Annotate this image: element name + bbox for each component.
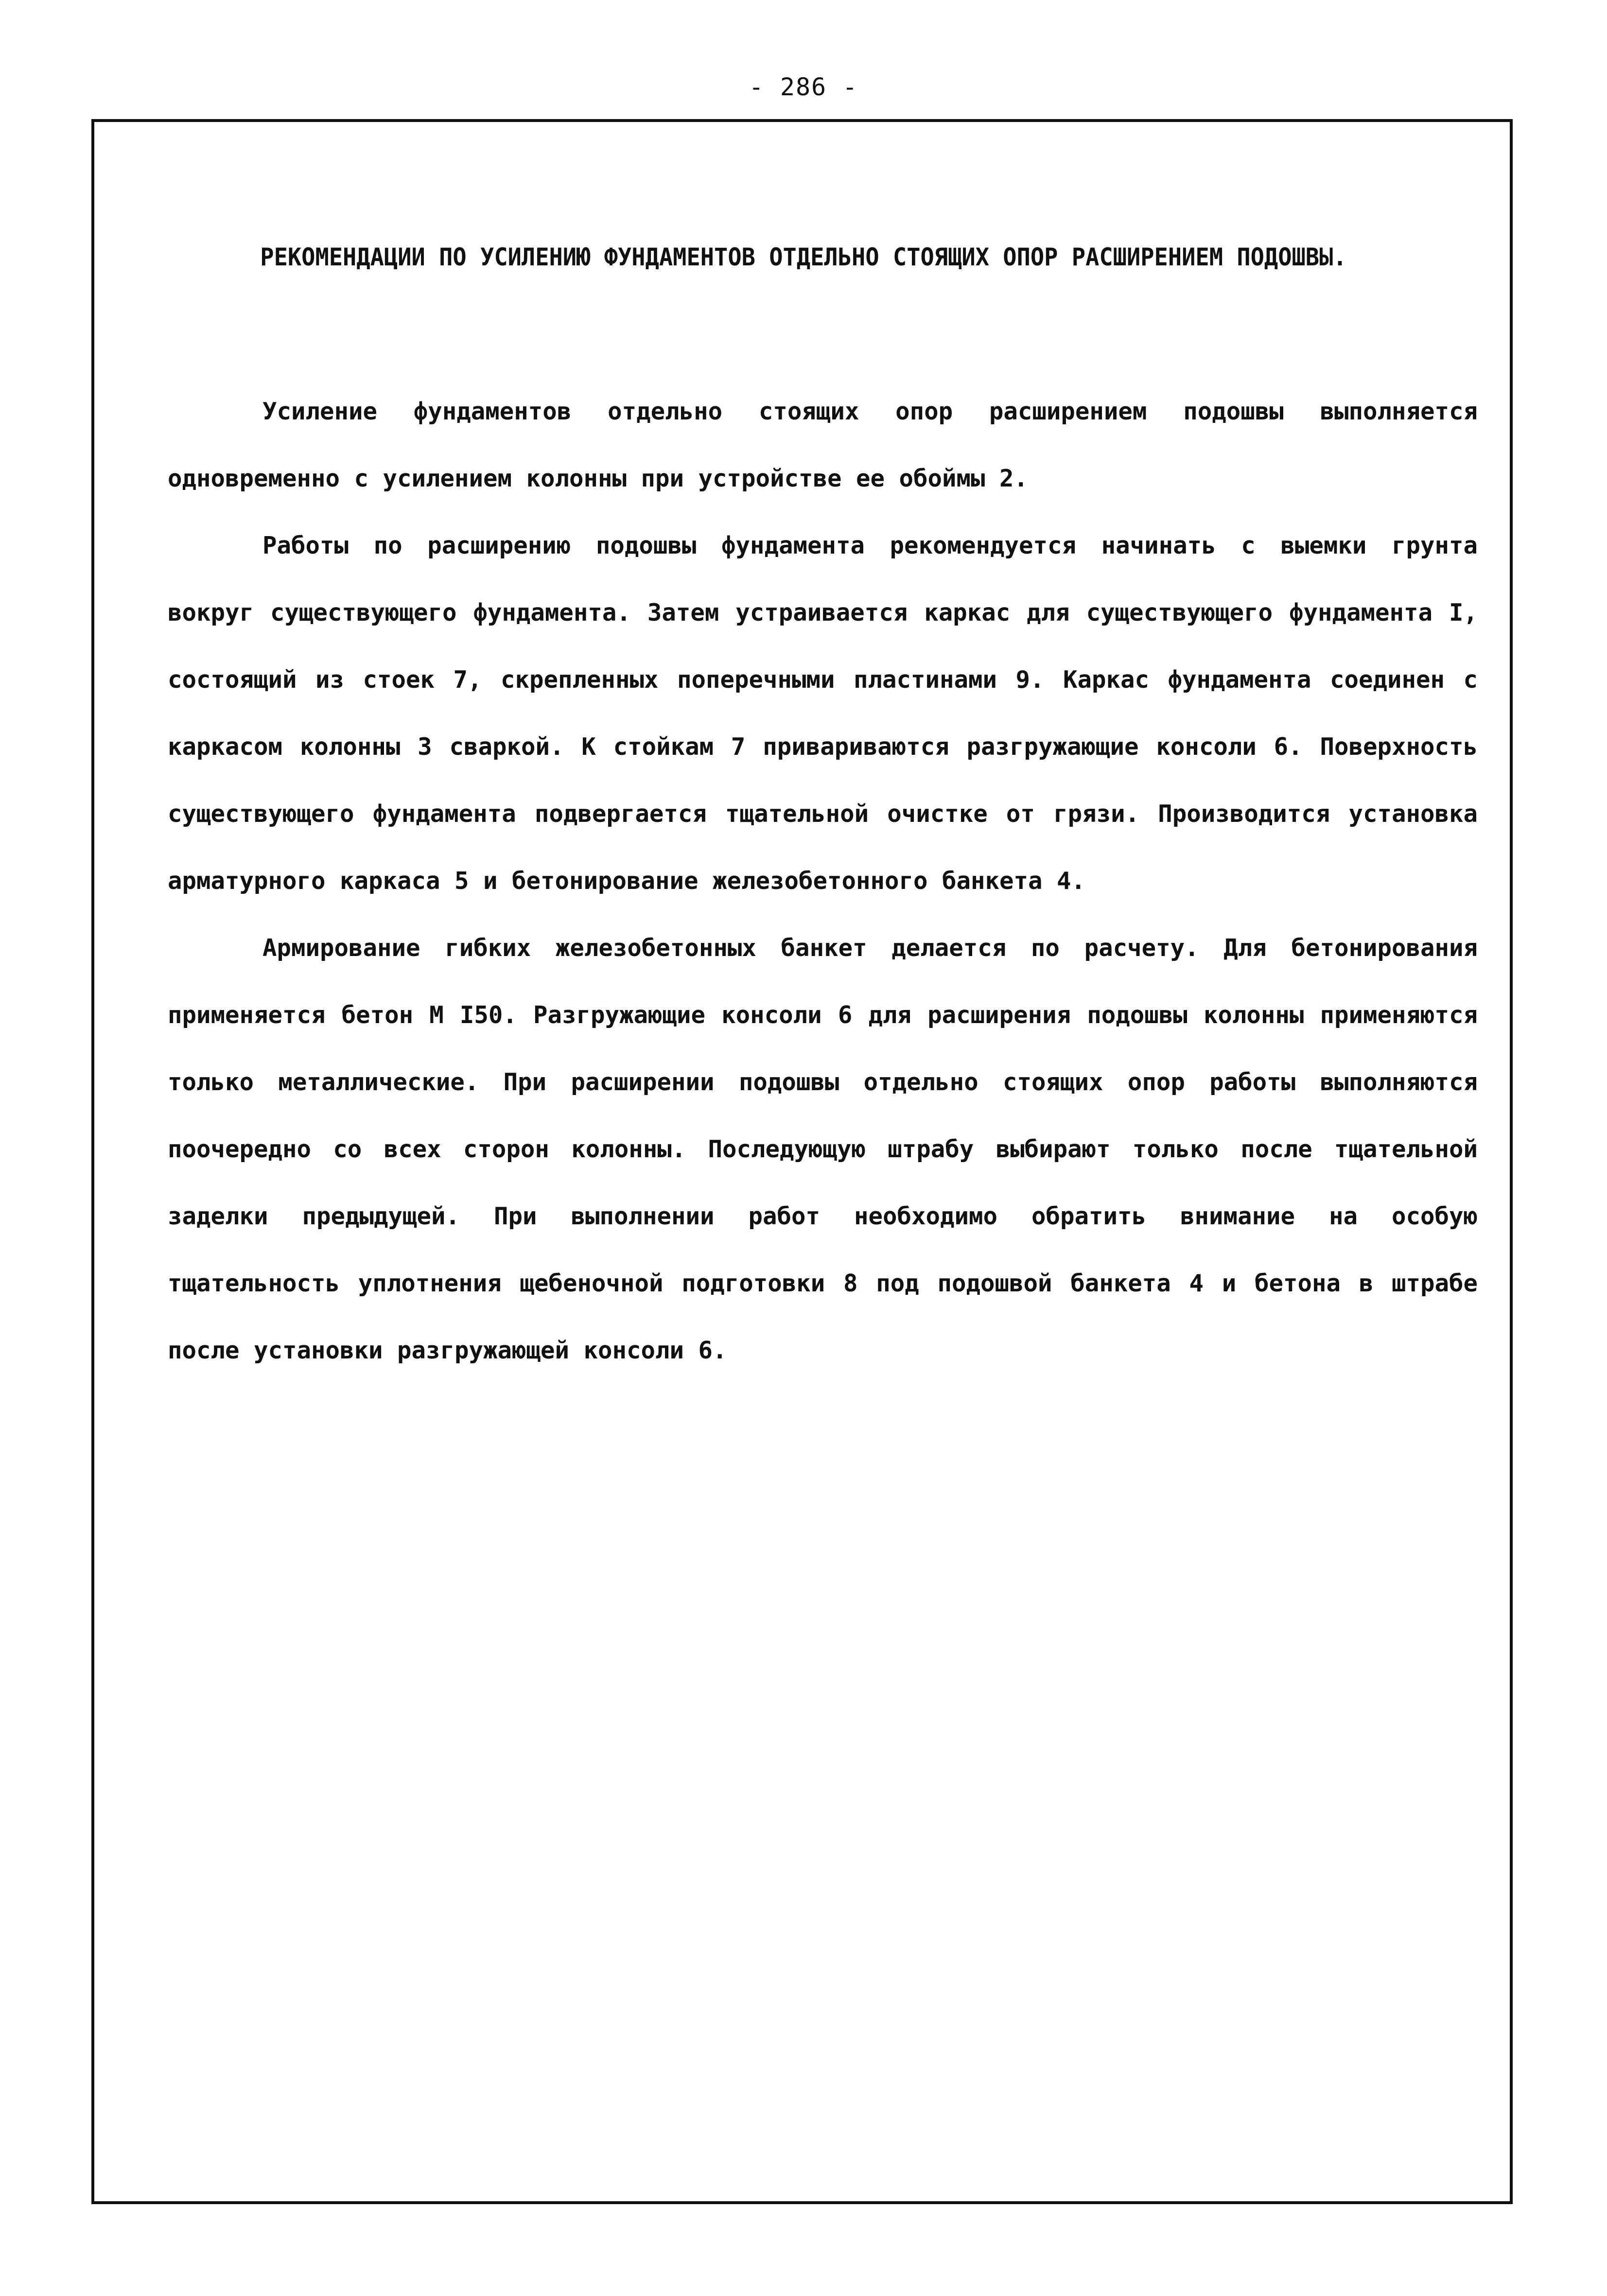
paragraph: Армирование гибких железобетонных банкет делается по расчету. Для бетонирования применяется бетон М I50. Разгружающие консоли 6 для расширения подошвы колонны применяются только металлические. При расширении подошвы отдельно стоящих опор работы выполняются поочередно со всех сторон колонны. Последующую штрабу выбирают только после тщательной заделки предыдущей. При выполнении работ необходимо обратить внимание на особую тщательность уплотнения щебеночной подготовки 8 под подошвой банкета 4 и бетона в штрабе после установки разгружающей консоли 6.: [168, 934, 1478, 1364]
paragraph: Усиление фундаментов отдельно стоящих опор расширением подошвы выполняется одновременно с усилением колонны при устройстве ее обоймы 2.: [168, 398, 1478, 492]
paragraph: Работы по расширению подошвы фундамента рекомендуется начинать с выемки грунта вокруг существующего фундамента. Затем устраивается каркас для существующего фундамента I, состоящий из стоек 7, скрепленных поперечными пластинами 9. Каркас фундамента соединен с каркасом колонны 3 сваркой. К стойкам 7 привариваются разгружающие консоли 6. Поверхность существующего фундамента подвергается тщательной очистке от грязи. Производится установка арматурного каркаса 5 и бетонирование железобетонного банкета 4.: [168, 532, 1478, 895]
document-title: РЕКОМЕНДАЦИИ ПО УСИЛЕНИЮ ФУНДАМЕНТОВ ОТДЕЛЬНО СТОЯЩИХ ОПОР РАСШИРЕНИЕМ ПОДОШВЫ.: [260, 243, 1347, 271]
document-body: [168, 378, 1478, 1384]
page-number: - 286 -: [749, 73, 858, 101]
